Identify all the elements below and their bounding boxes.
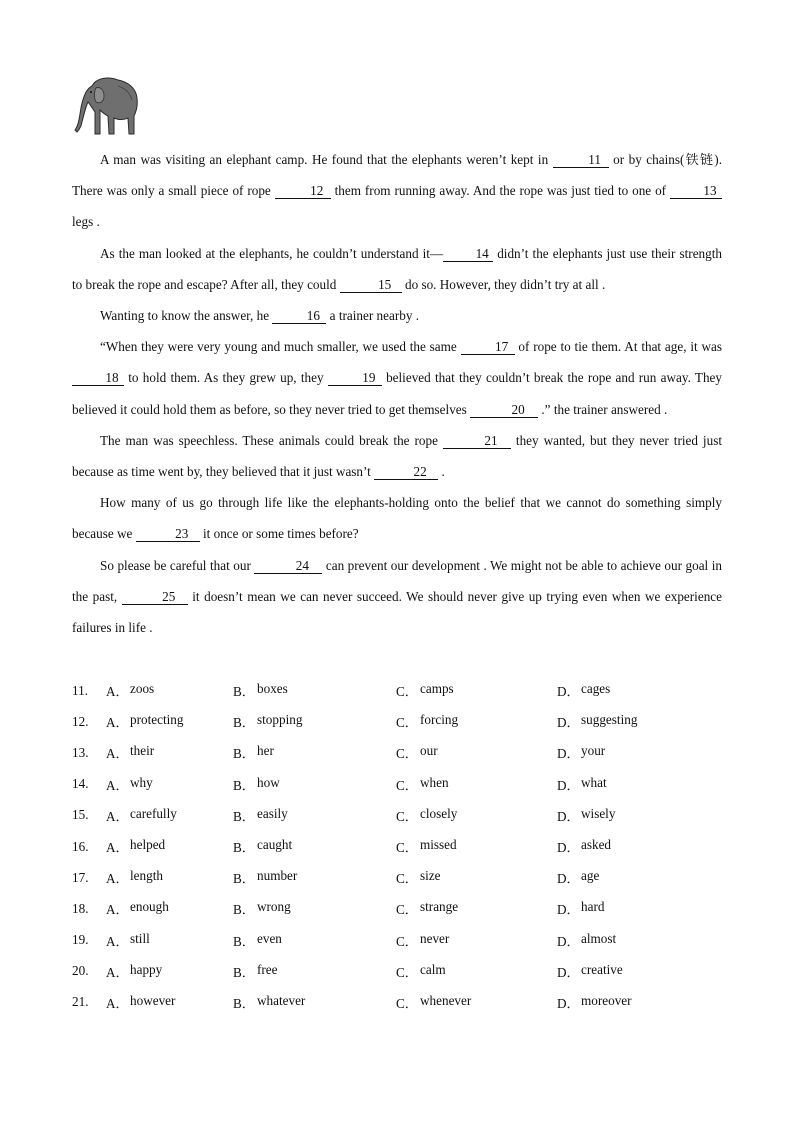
option-c[interactable]: C． whenever bbox=[396, 992, 472, 1011]
question-row bbox=[72, 737, 732, 768]
blank-17: 17 bbox=[461, 339, 515, 355]
question-number: 17. bbox=[72, 869, 89, 885]
option-a[interactable]: A． helped bbox=[106, 837, 166, 856]
question-number: 12. bbox=[72, 713, 89, 729]
paragraph-7: So please be careful that our 24 can prevent our development . We might not be able to achieve our goal in the past, 25 it doesn’t mean we can never succeed. We should never give up trying even when we experience failures in life . bbox=[72, 557, 722, 636]
question-row bbox=[72, 769, 732, 800]
option-c[interactable]: C． forcing bbox=[396, 712, 459, 731]
option-b[interactable]: B． caught bbox=[233, 837, 293, 856]
question-row bbox=[72, 956, 732, 987]
option-b[interactable]: B． boxes bbox=[233, 681, 288, 700]
option-d[interactable]: D． suggesting bbox=[557, 712, 638, 731]
blank-22: 22 bbox=[374, 464, 438, 480]
question-row bbox=[72, 800, 732, 831]
question-number: 20. bbox=[72, 963, 89, 979]
option-a[interactable]: A． however bbox=[106, 992, 176, 1011]
blank-15: 15 bbox=[340, 277, 402, 293]
option-b[interactable]: B． how bbox=[233, 774, 280, 793]
option-c[interactable]: C． missed bbox=[396, 837, 457, 856]
option-d[interactable]: D． moreover bbox=[557, 992, 632, 1011]
option-b[interactable]: B． easily bbox=[233, 805, 288, 824]
option-c[interactable]: C． calm bbox=[396, 961, 446, 980]
option-b[interactable]: B． her bbox=[233, 743, 274, 762]
option-d[interactable]: D． almost bbox=[557, 930, 617, 949]
option-b[interactable]: B． even bbox=[233, 930, 282, 949]
question-number: 15. bbox=[72, 807, 89, 823]
blank-14: 14 bbox=[443, 246, 493, 262]
option-c[interactable]: C． strange bbox=[396, 899, 459, 918]
option-a[interactable]: A． protecting bbox=[106, 712, 184, 731]
blank-23: 23 bbox=[136, 526, 200, 542]
answer-options bbox=[72, 675, 732, 1018]
question-row bbox=[72, 893, 732, 924]
question-row bbox=[72, 925, 732, 956]
paragraph-3: Wanting to know the answer, he 16 a trainer nearby . bbox=[100, 308, 420, 324]
question-number: 21. bbox=[72, 994, 89, 1010]
option-c[interactable]: C． size bbox=[396, 868, 441, 887]
question-number: 19. bbox=[72, 932, 89, 948]
option-b[interactable]: B． number bbox=[233, 868, 298, 887]
option-c[interactable]: C． camps bbox=[396, 681, 454, 700]
blank-25: 25 bbox=[122, 589, 188, 605]
option-d[interactable]: D． your bbox=[557, 743, 606, 762]
question-row bbox=[72, 831, 732, 862]
question-row bbox=[72, 675, 732, 706]
question-number: 14. bbox=[72, 776, 89, 792]
option-a[interactable]: A． still bbox=[106, 930, 150, 949]
option-d[interactable]: D． what bbox=[557, 774, 607, 793]
blank-11: 11 bbox=[553, 152, 609, 168]
question-number: 13. bbox=[72, 744, 89, 760]
option-a[interactable]: A． enough bbox=[106, 899, 169, 918]
option-c[interactable]: C． when bbox=[396, 774, 449, 793]
option-c[interactable]: C． never bbox=[396, 930, 450, 949]
option-c[interactable]: C． our bbox=[396, 743, 438, 762]
option-d[interactable]: D． hard bbox=[557, 899, 605, 918]
question-row bbox=[72, 987, 732, 1018]
option-a[interactable]: A． why bbox=[106, 774, 153, 793]
blank-16: 16 bbox=[272, 308, 326, 324]
option-a[interactable]: A． their bbox=[106, 743, 155, 762]
question-row bbox=[72, 862, 732, 893]
option-a[interactable]: A． zoos bbox=[106, 681, 155, 700]
blank-18: 18 bbox=[72, 370, 124, 386]
question-number: 11. bbox=[72, 682, 88, 698]
option-d[interactable]: D． creative bbox=[557, 961, 623, 980]
option-b[interactable]: B． stopping bbox=[233, 712, 303, 731]
question-number: 18. bbox=[72, 900, 89, 916]
paragraph-4: “When they were very young and much smaller, we used the same 17 of rope to tie them. At that age, it was 18 to hold them. As they grew up, they 19 believed that they couldn’t break the rope and run away. They believed it could hold them as before, so they never tried to get themselves 20 .” the trainer answered . bbox=[72, 339, 722, 417]
option-b[interactable]: B． whatever bbox=[233, 992, 306, 1011]
blank-13: 13 bbox=[670, 183, 722, 199]
cloze-passage bbox=[72, 144, 722, 643]
blank-24: 24 bbox=[254, 558, 322, 574]
paragraph-1: A man was visiting an elephant camp. He found that the elephants weren’t kept in 11 or by chains(铁链). There was only a small piece of rope 12 them from running away. And the rope was just tied to one of 13 legs . bbox=[72, 152, 722, 230]
blank-20: 20 bbox=[470, 402, 538, 418]
option-d[interactable]: D． cages bbox=[557, 681, 611, 700]
option-a[interactable]: A． length bbox=[106, 868, 163, 887]
question-row bbox=[72, 706, 732, 737]
option-d[interactable]: D． wisely bbox=[557, 805, 616, 824]
option-a[interactable]: A． happy bbox=[106, 961, 163, 980]
option-d[interactable]: D． age bbox=[557, 868, 600, 887]
blank-19: 19 bbox=[328, 370, 382, 386]
option-d[interactable]: D． asked bbox=[557, 837, 612, 856]
paragraph-2: As the man looked at the elephants, he couldn’t understand it— 14 didn’t the elephants just use their strength to break the rope and escape? After all, they could 15 do so. However, they didn’t try at all . bbox=[72, 245, 722, 292]
option-b[interactable]: B． wrong bbox=[233, 899, 291, 918]
question-number: 16. bbox=[72, 838, 89, 854]
elephant-illustration bbox=[74, 72, 140, 136]
option-a[interactable]: A． carefully bbox=[106, 805, 177, 824]
option-c[interactable]: C． closely bbox=[396, 805, 458, 824]
paragraph-6: How many of us go through life like the elephants-holding onto the belief that we cannot do something simply because we 23 it once or some times before? bbox=[72, 495, 722, 542]
blank-21: 21 bbox=[443, 433, 511, 449]
blank-12: 12 bbox=[275, 183, 331, 199]
paragraph-5: The man was speechless. These animals could break the rope 21 they wanted, but they never tried just because as time went by, they believed that it just wasn’t 22 . bbox=[72, 432, 722, 480]
option-b[interactable]: B． free bbox=[233, 961, 278, 980]
